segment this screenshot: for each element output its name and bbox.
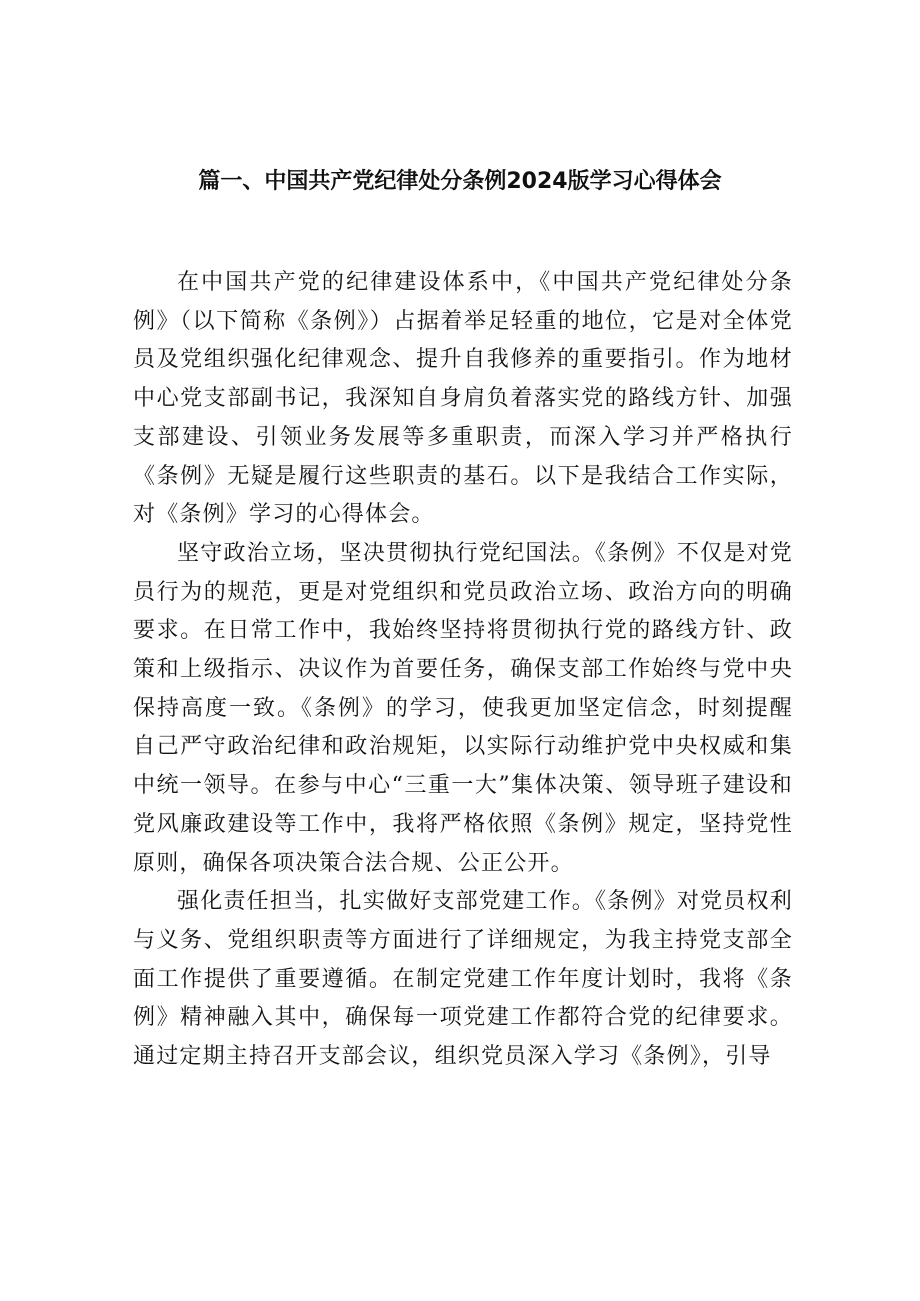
paragraph-2: 坚守政治立场，坚决贯彻执行党纪国法。《条例》不仅是对党员行为的规范，更是对党组织和党员政治立场、政治方向的明确要求。在日常工作中，我始终坚持将贯彻执行党的路线方针、政策和上级指示、决议作为首要任务，确保支部工作始终与党中央保持高度一致。《条例》的学习，使我更加坚定信念，时刻提醒自己严守政治纪律和政治规矩，以实际行动维护党中央权威和集中统一领导。在参与中心“三重一大”集体决策、领导班子建设和党风廉政建设等工作中，我将严格依照《条例》规定，坚持党性原则，确保各项决策合法合规、公正公开。 [133,540,793,876]
document-body [133,264,793,1077]
document-title: 篇一、中国共产党纪律处分条例2024版学习心得体会 [198,169,722,194]
paragraph-3: 强化责任担当，扎实做好支部党建工作。《条例》对党员权利与义务、党组织职责等方面进行了详细规定，为我主持党支部全面工作提供了重要遵循。在制定党建工作年度计划时，我将《条例》精神融入其中，确保每一项党建工作都符合党的纪律要求。通过定期主持召开支部会议，组织党员深入学习《条例》，引导 [133,889,793,1070]
paragraph-1: 在中国共产党的纪律建设体系中，《中国共产党纪律处分条例》（以下简称《条例》）占据着举足轻重的地位，它是对全体党员及党组织强化纪律观念、提升自我修养的重要指引。作为地材中心党支部副书记，我深知自身肩负着落实党的路线方针、加强支部建设、引领业务发展等多重职责，而深入学习并严格执行《条例》无疑是履行这些职责的基石。以下是我结合工作实际，对《条例》学习的心得体会。 [133,270,793,528]
